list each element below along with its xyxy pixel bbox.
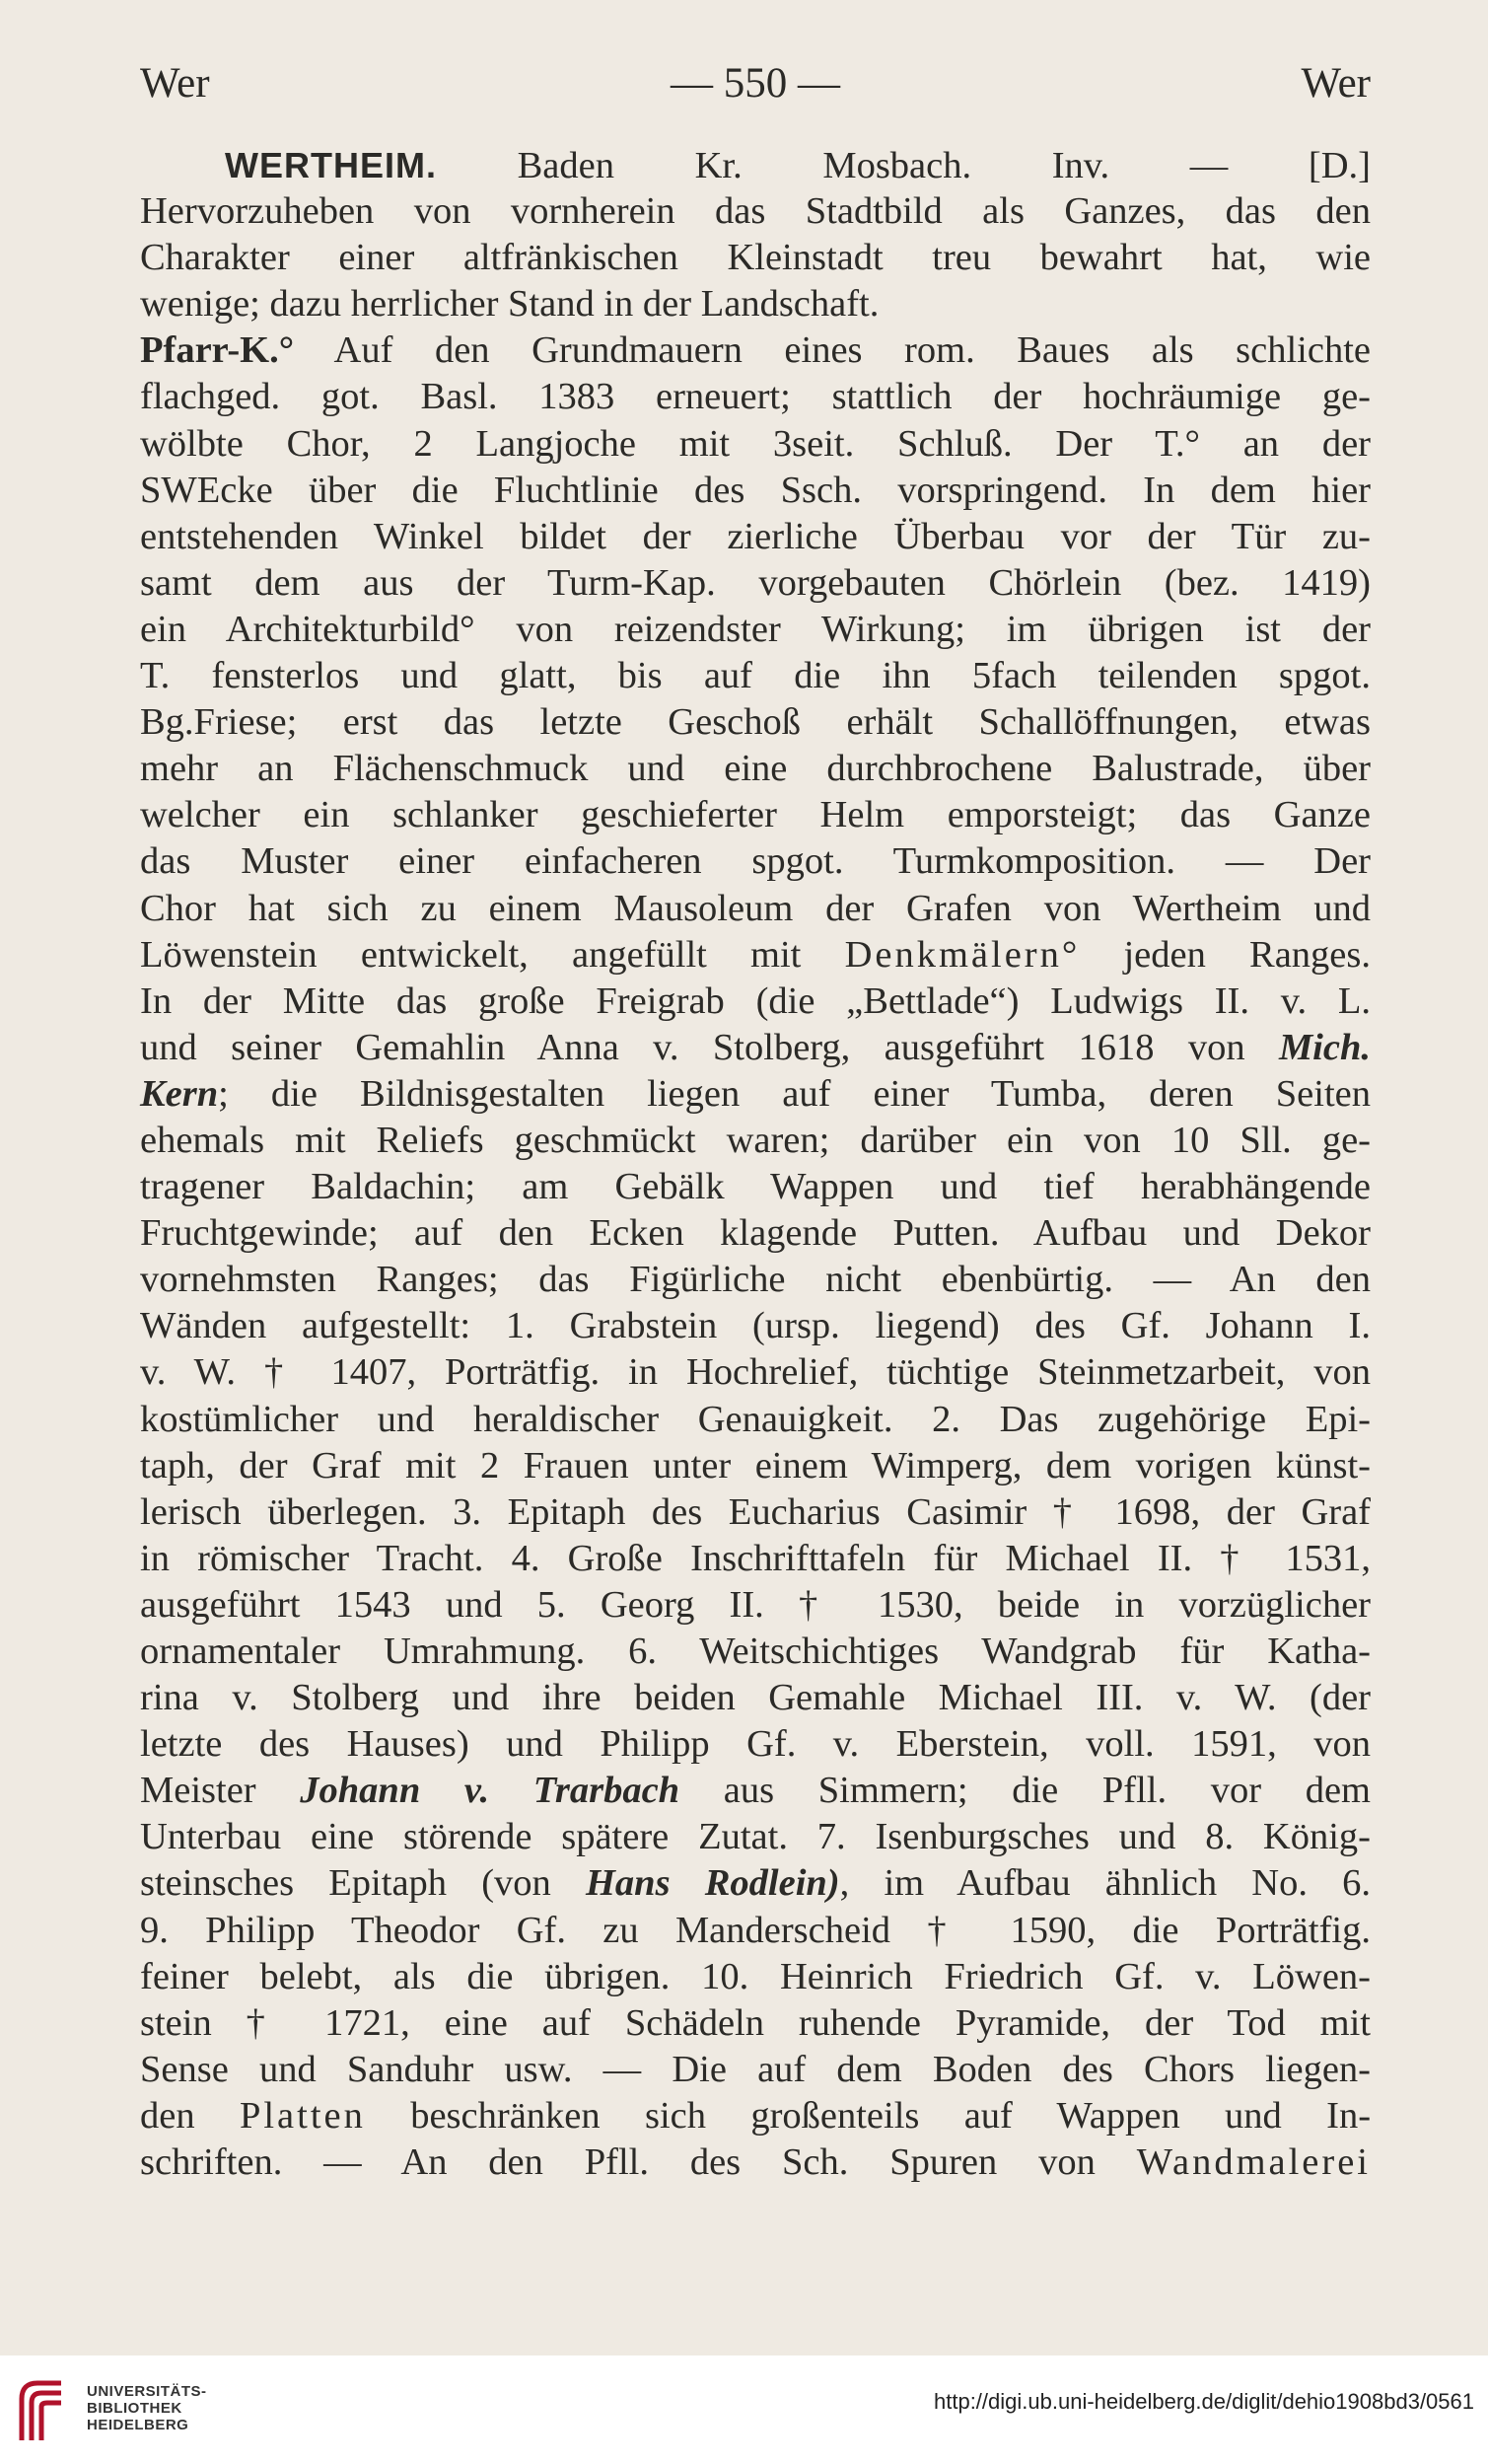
permalink-url[interactable]: http://digi.ub.uni-heidelberg.de/diglit/dehio1908bd3/0561 bbox=[934, 2389, 1474, 2414]
text-line: in römischer Tracht. 4. Große Inschrifttafeln für Michael II. † 1531, bbox=[140, 1537, 1371, 1579]
text-line: kostümlicher und heraldischer Genauigkeit. 2. Das zugehörige Epi- bbox=[140, 1398, 1371, 1440]
text-line: flachged. got. Basl. 1383 erneuert; stattlich der hochräumige ge- bbox=[140, 376, 1371, 418]
text-line: welcher ein schlanker geschieferter Helm emporsteigt; das Ganze bbox=[140, 794, 1371, 836]
page-number: — 550 — bbox=[671, 60, 840, 107]
text-line: letzte des Hauses) und Philipp Gf. v. Eberstein, voll. 1591, von bbox=[140, 1723, 1371, 1766]
text-line: ein Architekturbild° von reizendster Wirkung; im übrigen ist der bbox=[140, 608, 1371, 650]
text-line: Sense und Sanduhr usw. — Die auf dem Boden des Chors liegen- bbox=[140, 2048, 1371, 2090]
library-logo-icon[interactable] bbox=[14, 2369, 69, 2448]
text-line: WERTHEIM. Baden Kr. Mosbach. Inv. — [D.] bbox=[225, 145, 1371, 186]
text-line: Meister Johann v. Trarbach aus Simmern; die Pfll. vor dem bbox=[140, 1770, 1372, 1812]
text-line: Fruchtgewinde; auf den Ecken klagende Putten. Aufbau und Dekor bbox=[140, 1212, 1371, 1255]
entry-heading: WERTHEIM. bbox=[225, 145, 437, 185]
text-line: ornamentaler Umrahmung. 6. Weitschichtiges Wandgrab für Katha- bbox=[140, 1631, 1371, 1672]
spaced-term: Wandmalerei bbox=[1136, 2141, 1372, 2184]
text-line: den Platten beschränken sich großenteils auf Wappen und In- bbox=[140, 2094, 1372, 2137]
text-line: und seiner Gemahlin Anna v. Stolberg, ausgeführt 1618 von Mich. bbox=[140, 1026, 1372, 1068]
text-line: In der Mitte das große Freigrab (die „Bettlade“) Ludwigs II. v. L. bbox=[140, 979, 1371, 1022]
text-line: Löwenstein entwickelt, angefüllt mit Denkmälern° jeden Ranges. bbox=[140, 933, 1372, 976]
text-line: Bg.Friese; erst das letzte Geschoß erhält Schallöffnungen, etwas bbox=[140, 701, 1371, 744]
text-line: vornehmsten Ranges; das Figürliche nicht ebenbürtig. — An den bbox=[140, 1259, 1371, 1301]
text-line: Hervorzuheben von vornherein das Stadtbild als Ganzes, das den bbox=[140, 190, 1371, 233]
text-line: tragener Baldachin; am Gebälk Wappen und tief herabhängende bbox=[140, 1166, 1371, 1208]
entry-text bbox=[140, 142, 1371, 2186]
text-line: Pfarr-K.° Auf den Grundmauern eines rom. Baues als schlichte bbox=[140, 329, 1371, 372]
text-line: rina v. Stolberg und ihre beiden Gemahle Michael III. v. W. (der bbox=[140, 1677, 1371, 1719]
text-line: SWEcke über die Fluchtlinie des Ssch. vorspringend. In dem hier bbox=[140, 469, 1371, 511]
text-line: 9. Philipp Theodor Gf. zu Manderscheid † 1590, die Porträtfig. bbox=[140, 1909, 1371, 1951]
text-line: T. fensterlos und glatt, bis auf die ihn 5fach teilenden spgot. bbox=[140, 655, 1371, 697]
text-line: feiner belebt, als die übrigen. 10. Heinrich Friedrich Gf. v. Löwen- bbox=[140, 1955, 1371, 1997]
artist-name: Hans Rodlein) bbox=[585, 1862, 840, 1905]
text-line: lerisch überlegen. 3. Epitaph des Eucharius Casimir † 1698, der Graf bbox=[140, 1490, 1371, 1533]
text-line: ehemals mit Reliefs geschmückt waren; darüber ein von 10 Sll. ge- bbox=[140, 1119, 1371, 1161]
text-line: entstehenden Winkel bildet der zierliche Überbau vor der Tür zu- bbox=[140, 515, 1371, 557]
library-logo-text: UNIVERSITÄTS- BIBLIOTHEK HEIDELBERG bbox=[87, 2383, 207, 2433]
text-line: v. W. † 1407, Porträtfig. in Hochrelief, tüchtige Steinmetzarbeit, von bbox=[140, 1351, 1371, 1394]
artist-name: Mich. bbox=[1278, 1026, 1372, 1068]
text-line: taph, der Graf mit 2 Frauen unter einem Wimperg, dem vorigen künst- bbox=[140, 1444, 1371, 1486]
text-line: Wänden aufgestellt: 1. Grabstein (ursp. liegend) des Gf. Johann I. bbox=[140, 1305, 1371, 1347]
artist-name: Kern bbox=[140, 1072, 219, 1115]
header-right-keyword: Wer bbox=[1301, 60, 1371, 107]
text-line: Charakter einer altfränkischen Kleinstadt treu bewahrt hat, wie bbox=[140, 237, 1371, 279]
subheading-pfarr-k: Pfarr-K.° bbox=[140, 329, 295, 372]
text-line: wölbte Chor, 2 Langjoche mit 3seit. Schluß. Der T.° an der bbox=[140, 422, 1371, 465]
text-line: steinsches Epitaph (von Hans Rodlein), im Aufbau ähnlich No. 6. bbox=[140, 1862, 1372, 1905]
spaced-term: Platten bbox=[239, 2094, 366, 2137]
text-line: Kern; die Bildnisgestalten liegen auf einer Tumba, deren Seiten bbox=[140, 1072, 1371, 1115]
text-line: mehr an Flächenschmuck und eine durchbrochene Balustrade, über bbox=[140, 748, 1371, 790]
text-line: schriften. — An den Pfll. des Sch. Spuren von Wandmalerei bbox=[140, 2141, 1372, 2184]
text-line: Chor hat sich zu einem Mausoleum der Grafen von Wertheim und bbox=[140, 887, 1371, 929]
text-line: Unterbau eine störende spätere Zutat. 7. Isenburgsches und 8. König- bbox=[140, 1816, 1371, 1858]
text-line: samt dem aus der Turm-Kap. vorgebauten Chörlein (bez. 1419) bbox=[140, 561, 1371, 604]
text-line: ausgeführt 1543 und 5. Georg II. † 1530, beide in vorzüglicher bbox=[140, 1583, 1371, 1626]
text-line: stein † 1721, eine auf Schädeln ruhende Pyramide, der Tod mit bbox=[140, 2001, 1371, 2044]
artist-name: Johann v. Trarbach bbox=[300, 1770, 680, 1812]
text-line: das Muster einer einfacheren spgot. Turmkomposition. — Der bbox=[140, 840, 1371, 883]
text-line: wenige; dazu herrlicher Stand in der Landschaft. bbox=[140, 283, 880, 326]
header-left-keyword: Wer bbox=[140, 60, 210, 107]
viewer-footer bbox=[0, 2355, 1488, 2464]
running-header bbox=[140, 59, 1371, 118]
spaced-term: Denkmälern° bbox=[844, 933, 1081, 976]
